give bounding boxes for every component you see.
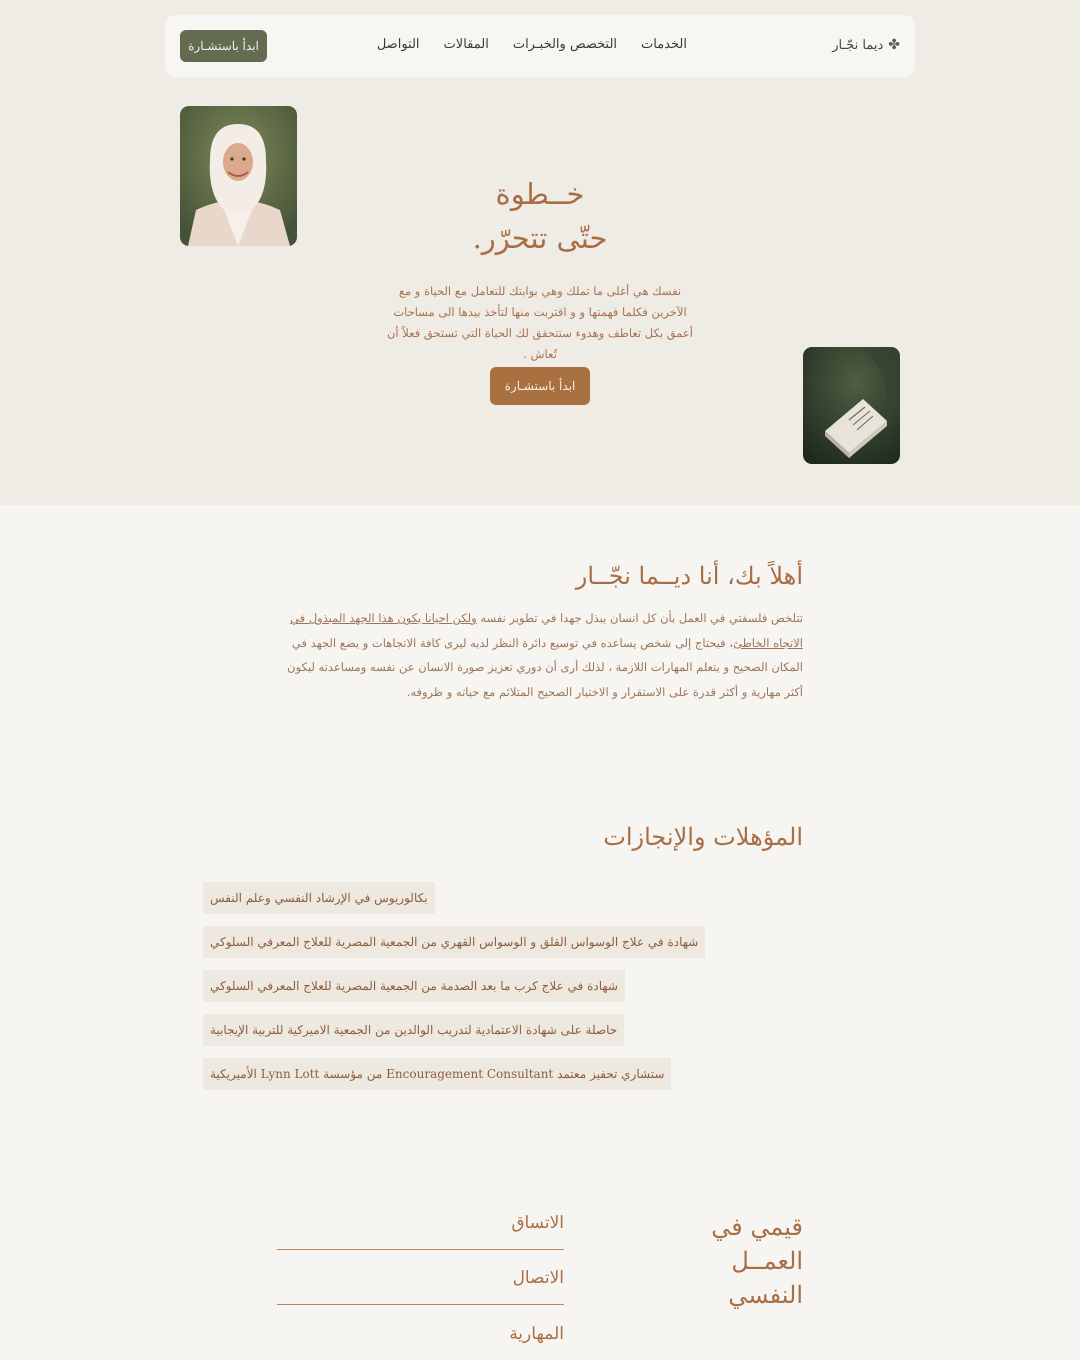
value-item[interactable]: الاتصال [277, 1250, 564, 1305]
nav-link-contact[interactable]: التواصل [376, 37, 420, 52]
about-text-part-2: ، فيحتاج إلى شخص يساعده في توسيع دائرة النظر لديه ليرى كافة الاتجاهات و يضع الجهد في المكان الصحيح و يتعلم المهارات اللازمة ، لذلك أرى أن دوري تعزيز صورة الانسان عن نفسه ومساعدته ليكون أكثر مهارية و أكثر قدرة على الاستقرار و الاختيار الصحيح المتلائم مع حياته و ظروفه. [287, 635, 803, 699]
qualification-item: ستشاري تحفيز معتمد Encouragement Consultant من مؤسسة Lynn Lott الأميريكية [203, 1058, 671, 1090]
values-title: قيمي في العمــل النفسي [711, 1213, 803, 1309]
nav-links [377, 37, 687, 52]
qualification-item: حاصلة على شهادة الاعتمادية لتدريب الوالدين من الجمعية الاميركية للتربية الإيجابية [203, 1014, 624, 1046]
about-title: أهلاً بك، أنا ديــما نجّــار [575, 562, 803, 590]
nav-link-articles[interactable]: المقالات [443, 37, 489, 52]
portrait-photo [180, 106, 297, 246]
about-text [281, 606, 803, 704]
value-item[interactable]: الاتساق [277, 1195, 564, 1250]
hero-title [340, 172, 740, 260]
qualification-item: بكالوريوس في الإرشاد النفسي وعلم النفس [203, 882, 435, 914]
values-list [277, 1195, 564, 1360]
qualification-item: شهادة في علاج كرب ما بعد الصدمة من الجمعية المصرية للعلاج المعرفي السلوكي [203, 970, 625, 1002]
qualifications-list [203, 882, 803, 1090]
nav-link-expertise[interactable]: التخصص والخبـرات [512, 37, 618, 52]
hero-section [0, 0, 1080, 505]
qualification-item: شهادة في علاج الوسواس القلق و الوسواس القهري من الجمعية المصرية للعلاج المعرفي السلوكي [203, 926, 705, 958]
qualifications-title: المؤهلات والإنجازات [603, 823, 803, 851]
top-navbar [165, 15, 915, 77]
book-photo [803, 347, 900, 464]
brand-name: ديما نجّـار [832, 37, 884, 53]
hero-title-line-2: حتّى تتحرّر. [472, 221, 608, 255]
nav-link-services[interactable]: الخدمات [641, 37, 687, 52]
clover-icon: ✤ [888, 37, 900, 53]
value-item[interactable]: المهارية [509, 1323, 564, 1344]
about-text-underlined: ولكن احيانا يكون هذا الجهد المبذول في الاتجاه الخاطئ [290, 611, 803, 650]
nav-consultation-button[interactable]: ابدأ باستشـارة [180, 30, 267, 62]
brand-logo[interactable] [832, 37, 900, 53]
about-text-part-1: تتلخص فلسفتي في العمل بأن كل انسان يبذل جهدا في تطوير نفسه [476, 611, 803, 625]
hero-consultation-button[interactable]: ابدأ باستشـارة [490, 367, 590, 405]
hero-description: نفسك هي أغلى ما تملك وهي بوابتك للتعامل مع الحياة و مع الآخرين فكلما فهمتها و و اقتربت منها لتأخذ بيدها الى مساحات أعمق بكل تعاطف وهدوء ستتحقق لك الحياة التي تستحق فعلاً أن تُعاش . [386, 284, 693, 361]
hero-title-line-1: خــطوة [495, 177, 585, 211]
